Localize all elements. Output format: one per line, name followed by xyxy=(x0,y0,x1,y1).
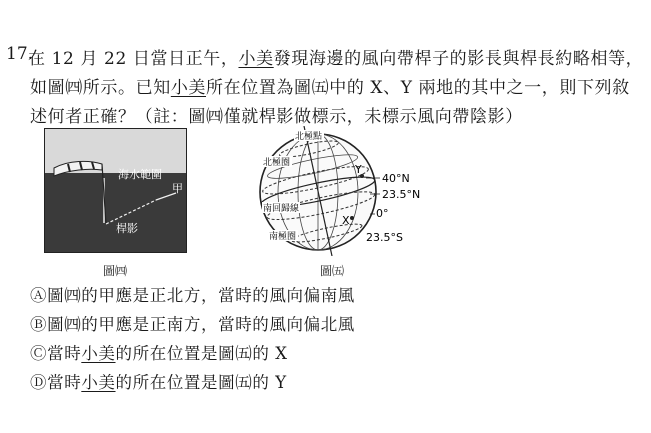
question-line-2 xyxy=(30,73,630,98)
point-x-dot xyxy=(350,216,354,220)
question-line-3: 述何者正確？（註：圖㈣僅就桿影做標示，未標示風向帶陰影） xyxy=(30,107,523,127)
q2-part-a: 如圖㈣所示。已知 xyxy=(30,78,171,98)
option-b[interactable] xyxy=(30,311,355,335)
sea-area xyxy=(44,173,187,253)
arctic-circle-label: 北極圈 xyxy=(263,158,291,168)
option-d-underlined: 小美 xyxy=(81,373,116,392)
lat-0-label: 0° xyxy=(376,207,389,220)
figure-4-diagram xyxy=(44,128,188,254)
q1-part-b: 發現海邊的風向帶桿子的影長與桿長約略相等， xyxy=(273,49,644,69)
tropic-label: 南回歸線 xyxy=(263,204,300,214)
figure-4-caption: 圖㈣ xyxy=(103,264,128,278)
option-d-text-post: 的所在位置是圖㈤的 Y xyxy=(115,373,287,392)
lat-23-5n-label: 23.5°N xyxy=(382,188,421,201)
q2-part-b: 所在位置為圖㈤中的 X、Y 兩地的其中之一，則下列敘 xyxy=(206,78,630,98)
q2-underlined-name: 小美 xyxy=(170,78,207,98)
q1-part-a: 在 12 月 22 日當日正午， xyxy=(28,49,239,69)
point-x-label: X xyxy=(342,214,350,227)
antarctic-circle-label: 南極圈 xyxy=(269,232,297,242)
option-a-text: 圖㈣的甲應是正北方，當時的風向偏南風 xyxy=(47,286,355,305)
option-c[interactable] xyxy=(30,340,288,364)
question-number: 17. xyxy=(6,44,34,64)
option-c-text-pre: 當時 xyxy=(47,344,82,363)
option-b-marker: Ⓑ xyxy=(30,315,48,334)
north-pole-label: 北極點 xyxy=(295,132,323,142)
lat-40n-label: 40°N xyxy=(382,172,410,185)
lat-23-5s-label: 23.5°S xyxy=(366,231,403,244)
option-d-marker: Ⓓ xyxy=(30,373,48,392)
option-a[interactable] xyxy=(30,282,355,306)
option-a-marker: Ⓐ xyxy=(30,286,48,305)
figure-5-globe xyxy=(258,126,428,256)
q1-underlined-name: 小美 xyxy=(238,49,274,69)
question-line-1 xyxy=(28,44,643,69)
figure-5-caption: 圖㈤ xyxy=(320,264,345,278)
sea-label: 海水範圍 xyxy=(118,168,162,181)
point-y-label: Y xyxy=(355,163,362,176)
option-c-text-post: 的所在位置是圖㈤的 X xyxy=(115,344,288,363)
option-c-underlined: 小美 xyxy=(81,344,116,363)
marker-jia-label: 甲 xyxy=(172,182,183,195)
option-d[interactable] xyxy=(30,369,287,393)
option-b-text: 圖㈣的甲應是正南方，當時的風向偏北風 xyxy=(47,315,355,334)
option-d-text-pre: 當時 xyxy=(47,373,82,392)
option-c-marker: Ⓒ xyxy=(30,344,48,363)
shadow-label: 桿影 xyxy=(116,222,138,235)
